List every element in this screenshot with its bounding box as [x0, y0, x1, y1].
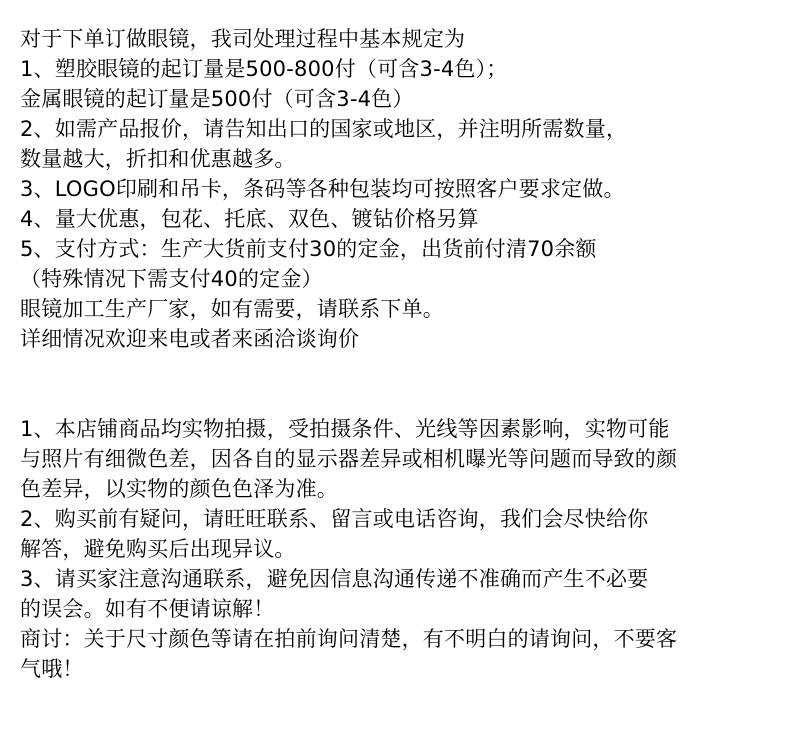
- text-line: 眼镜加工生产厂家，如有需要，请联系下单。: [20, 297, 444, 321]
- text-line: 商讨：关于尺寸颜色等请在拍前询问清楚，有不明白的请询问，不要客: [20, 627, 678, 651]
- text-line: 1、本店铺商品均实物拍摄，受拍摄条件、光线等因素影响，实物可能: [20, 417, 670, 441]
- text-line: 与照片有细微色差，因各自的显示器差异或相机曝光等问题而导致的颜: [20, 447, 678, 471]
- text-line: （特殊情况下需支付40的定金）: [20, 267, 323, 291]
- order-rules-heading: 对于下单订做眼镜，我司处理过程中基本规定为: [20, 27, 466, 51]
- text-line: 3、请买家注意沟通联系，避免因信息沟通传递不准确而产生不必要: [20, 567, 649, 591]
- text-line: 数量越大，折扣和优惠越多。: [20, 147, 296, 171]
- text-line: 金属眼镜的起订量是500付（可含3-4色）: [20, 87, 414, 111]
- text-line: 3、LOGO印刷和吊卡，条码等各种包装均可按照客户要求定做。: [20, 177, 625, 201]
- text-line: 2、如需产品报价，请告知出口的国家或地区，并注明所需数量，: [20, 117, 628, 141]
- text-line: 的误会。如有不便请谅解！: [20, 597, 275, 621]
- text-line: 5、支付方式：生产大货前支付30的定金，出货前付清70余额: [20, 237, 597, 261]
- text-line: 色差异，以实物的颜色色泽为准。: [20, 477, 338, 501]
- text-line: 详细情况欢迎来电或者来函洽谈询价: [20, 327, 360, 351]
- text-line: 气哦！: [20, 657, 84, 681]
- text-line: 2、购买前有疑问，请旺旺联系、留言或电话咨询，我们会尽快给你: [20, 507, 649, 531]
- text-line: 1、塑胶眼镜的起订量是500-800付（可含3-4色）；: [20, 57, 508, 81]
- text-line: 4、量大优惠，包花、托底、双色、镀钻价格另算: [20, 207, 479, 231]
- text-line: 解答，避免购买后出现异议。: [20, 537, 296, 561]
